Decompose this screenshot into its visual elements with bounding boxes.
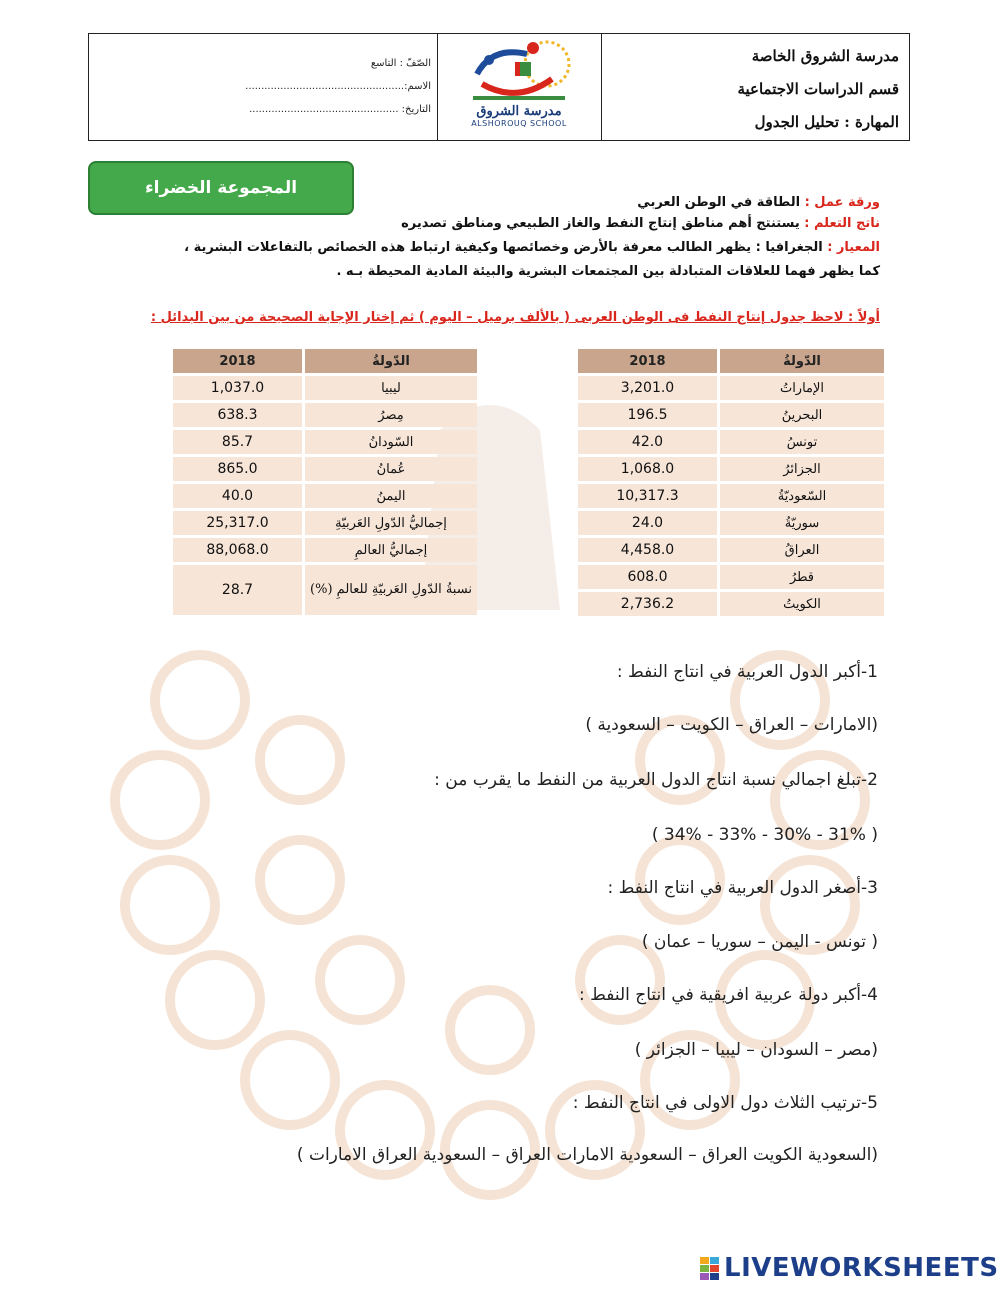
table-header-year: 2018 [173,349,302,373]
table-row [173,457,477,481]
school-name: مدرسة الشروق الخاصة [751,47,899,65]
logo-arabic-text: مدرسة الشروق [476,104,562,119]
value-cell: 28.7 [173,565,302,615]
skill-name: المهارة : تحليل الجدول [754,113,899,131]
worksheet-label: ورقة عمل : [804,195,880,210]
table-row [173,376,477,400]
table-header-country: الدّولةُ [305,349,477,373]
school-logo [437,34,601,104]
question-4: 4-أكبر دولة عربية افريقية في انتاج النفط : [578,985,878,1005]
question-1: 1-أكبر الدول العربية في انتاج النفط : [616,662,878,682]
table-header-year: 2018 [578,349,717,373]
name-field[interactable]: الاسم:.................................................. [245,81,431,92]
table-row [578,565,884,589]
table-row [578,592,884,616]
country-cell: إجماليُّ الدّولِ العَربيّةِ [305,511,477,535]
value-cell: 638.3 [173,403,302,427]
country-cell: العراقُ [720,538,884,562]
country-cell: قطرُ [720,565,884,589]
table-row [173,403,477,427]
value-cell: 88,068.0 [173,538,302,562]
question-2-options[interactable]: ( 31% - 30% - 33% - 34% ) [651,825,878,845]
value-cell: 196.5 [578,403,717,427]
table-header-country: الدّولةُ [720,349,884,373]
student-info-cell [89,34,438,140]
question-5-options[interactable]: (السعودية الكويت العراق – السعودية الامارات العراق – السعودية العراق الامارات ) [296,1145,878,1165]
oil-table-right [575,346,887,619]
logo-english-text: ALSHOROUQ SCHOOL [471,119,567,128]
grade-label: الصّفّ : التاسع [370,58,431,69]
country-cell: السّودانُ [305,430,477,454]
table-row [173,538,477,562]
value-cell: 3,201.0 [578,376,717,400]
question-3-options[interactable]: ( تونس - اليمن – سوريا – عمان ) [641,932,878,952]
standard-text-1: الجغرافيا : يظهر الطالب معرفة بالأرض وخصائصها وكيفية ارتباط هذه الخصائص بالتفاعلات البشرية ، [184,240,823,255]
table-row [578,457,884,481]
country-cell: البحرينُ [720,403,884,427]
country-cell: عُمانُ [305,457,477,481]
outcome-line [401,216,880,231]
country-cell: سوريّةُ [720,511,884,535]
instruction-text: أولاً : لاحظ جدول إنتاج النفط فى الوطن العربى ( بالألف برميل – اليوم ) ثم إختار الإجابة الصحيحة من بين البدائل : [150,310,880,325]
value-cell: 40.0 [173,484,302,508]
table-row [173,484,477,508]
country-cell: تونسُ [720,430,884,454]
value-cell: 1,037.0 [173,376,302,400]
value-cell: 10,317.3 [578,484,717,508]
value-cell: 85.7 [173,430,302,454]
worksheet-title: الطاقة في الوطن العربي [637,195,801,210]
department-name: قسم الدراسات الاجتماعية [737,80,899,98]
date-field[interactable]: التاريخ: ............................................... [249,104,431,115]
question-4-options[interactable]: (مصر – السودان – ليبيا – الجزائر ) [634,1040,878,1060]
table-row [173,430,477,454]
question-1-options[interactable]: (الامارات – العراق – الكويت – السعودية ) [585,715,878,735]
value-cell: 24.0 [578,511,717,535]
oil-table-left [170,346,480,618]
header-box [88,33,910,141]
logo-cell [437,34,602,140]
value-cell: 1,068.0 [578,457,717,481]
table-row [578,430,884,454]
question-2: 2-تبلغ اجمالي نسبة انتاج الدول العربية من النفط ما يقرب من : [434,770,878,790]
country-cell: إجماليُّ العالمِ [305,538,477,562]
group-badge: المجموعة الخضراء [88,161,354,215]
outcome-text: يستنتج أهم مناطق إنتاج النفط والغاز الطبيعي ومناطق تصديره [401,216,800,231]
table-row [578,403,884,427]
country-cell: نسبةُ الدّولِ العَربيّةِ للعالمِ (%) [305,565,477,615]
table-row [578,376,884,400]
country-cell: الجزائرُ [720,457,884,481]
value-cell: 4,458.0 [578,538,717,562]
country-cell: مِصرُ [305,403,477,427]
standard-line [184,240,880,255]
liveworksheets-logo-icon [700,1257,720,1281]
question-3: 3-أصغر الدول العربية في انتاج النفط : [607,878,878,898]
value-cell: 608.0 [578,565,717,589]
school-info-cell [601,34,909,140]
country-cell: الكويتُ [720,592,884,616]
value-cell: 865.0 [173,457,302,481]
value-cell: 42.0 [578,430,717,454]
table-row [578,484,884,508]
value-cell: 2,736.2 [578,592,717,616]
standard-line-2: كما يظهر فهما للعلاقات المتبادلة بين المجتمعات البشرية والبيئة المادية المحيطة بـه . [336,264,880,279]
outcome-label: ناتج التعلم : [804,216,880,231]
country-cell: ليبيا [305,376,477,400]
standard-label: المعيار : [827,240,880,255]
table-row [578,538,884,562]
worksheet-line [637,195,880,210]
liveworksheets-brand: LIVEWORKSHEETS [724,1253,999,1283]
table-row [173,565,477,615]
country-cell: السّعوديّةُ [720,484,884,508]
country-cell: اليمنُ [305,484,477,508]
country-cell: الإماراتُ [720,376,884,400]
value-cell: 25,317.0 [173,511,302,535]
table-row [173,511,477,535]
question-5: 5-ترتيب الثلاث دول الاولى في انتاج النفط : [572,1093,878,1113]
table-row [578,511,884,535]
